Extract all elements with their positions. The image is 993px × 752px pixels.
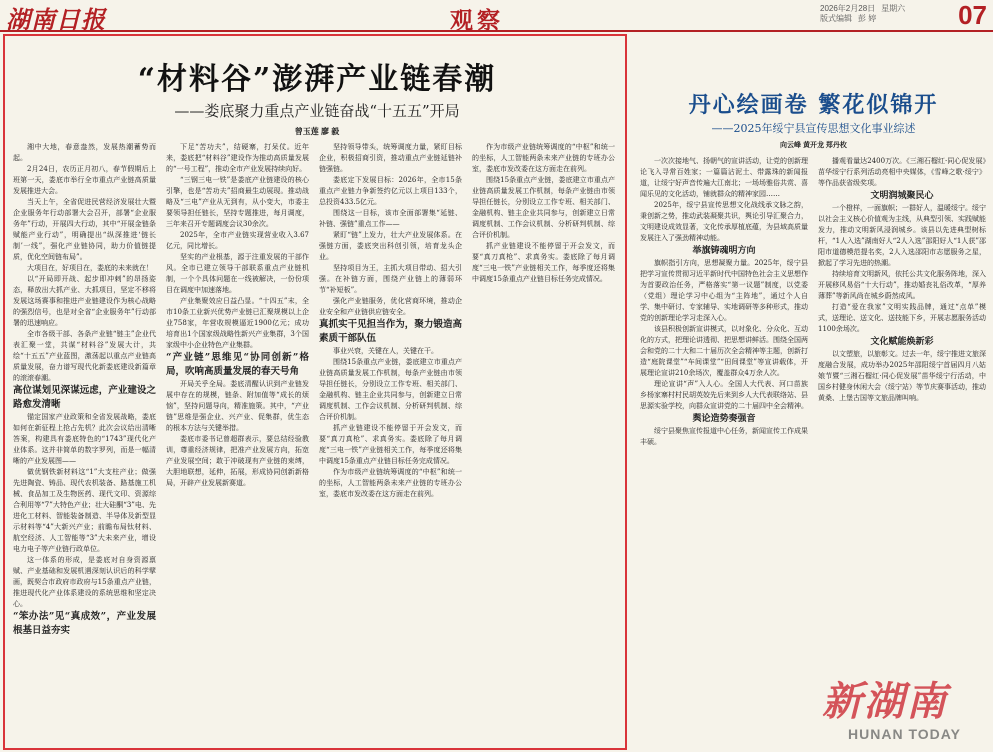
- section-subheading: 举旗铸魂明方向: [692, 246, 756, 256]
- feature-column-2: [818, 156, 986, 746]
- paragraph: 作为市级产业链统筹调度的“中枢”和统一的坐标，人工智能两条未来产业链的专班办公室，娄底市发改委在这方面走在前列。: [472, 143, 615, 173]
- feature-article: [636, 34, 991, 750]
- paragraph: 抓产业链建设不能停留于开会发文，而要“真刀真枪”、求真务实。娄底除了每月调度“三电一铁”产业链相关工作，每季度还将集中调度15条重点产业链目标任务完成情况。: [472, 242, 615, 283]
- paragraph: 产业集聚效应日益凸显。“十四五”末，全市10条工业新兴优势产业链已汇聚规模以上企业758家，年营收规模逼近1900亿元；成功培育出1个国家级战略性新兴产业集群，3个国家级中小企业特色产业集群。: [166, 297, 309, 349]
- paragraph: 2月24日，农历正月初八，春节假期后上班第一天，娄底市举行全市重点产业链高质量发展推进大会。: [13, 165, 156, 195]
- section-subheading: 真抓实干见担当作为，聚力锻造高素质干部队伍: [319, 319, 462, 344]
- feature-headline: 丹心绘画卷 繁花似锦开: [688, 92, 939, 118]
- paragraph: 锚定国家产业政策和全省发展战略，娄底如何在新征程上抢占先机？此次会议给出清晰答案，构建具有娄底特色的“1743”现代化产业体系。这并非简单的数字罗列，而是一幅清晰的产业发展图——: [13, 413, 156, 465]
- section-subheading: 文明润城聚民心: [870, 191, 934, 201]
- paragraph: 坚持领导带头，统筹调度力量，紧盯目标企业，积极招商引资，推动重点产业链延链补链强链。: [319, 143, 462, 173]
- watermark-text: 新湖南: [822, 678, 948, 725]
- section-subheading: “笨办法”见“真成效”，产业发展根基日益夯实: [13, 611, 156, 636]
- feature-column-1: [640, 156, 808, 746]
- paragraph: 娄底定下发展目标：2026年，全市15条重点产业链力争新签约亿元以上项目133个，总投资433.5亿元。: [319, 176, 462, 206]
- paragraph: 以文塑旅，以旅彰文。过去一年，绥宁推进文旅深度融合发展，成功举办2025年邵阳绥宁首届四月八姑娘节暨“三湘石榴红·同心促发展”苗华绥宁行活动，中国乡村健身休闲大会（绥宁站）等节庆赛事活动，推动黄桑、上堡古国等文旅品牌叫响。: [818, 350, 986, 402]
- paragraph: 强化产业链服务，优化营商环境，推动企业安全和产业链供应链安全。: [319, 297, 462, 316]
- paragraph: 2025年，全市产业链实现营业收入3.67亿元，同比增长。: [166, 231, 309, 250]
- lead-column-3: [319, 142, 462, 742]
- watermark-subtext: HUNAN TODAY: [848, 726, 961, 742]
- paragraph: 理论宣讲“声”入人心。全国人大代表、河口苗族乡杨家寨村村民胡英姣先后来到乡人大代表联络站、县思源实验学校，向群众宣讲党的二十届四中全会精神。: [640, 380, 808, 410]
- masthead: [0, 0, 993, 32]
- paragraph: 娄底市委书记曾超群表示，要总结经验教训，尊重经济规律，把准产业发展方向，拓宽产业发展空间；敢于冲破现有产业链的束缚，大胆地联想，延伸，拓展，形成协同创新新格局，开辟产业发展新赛道。: [166, 435, 309, 487]
- lead-byline: 曾玉莲 廖 毅: [294, 127, 340, 136]
- paragraph: 一个橙样，一面旗帜；一群好人，温暖绥宁。绥宁以社会主义核心价值观为主线，从典型引领、实践赋能发力，推动文明新风浸润城乡。该县以先进典型树标杆，“1人入选”湖南好人“2人入选”邵阳好人“1人获”邵阳市道德模范提名奖，2人入选邵阳市志愿服务之星，掀起了学习先进的热潮。: [818, 204, 986, 267]
- section-subheading: “产业链”思维见“协同创新”格局，吹响高质量发展的春天号角: [166, 352, 309, 377]
- paragraph: 大项目在，好项目在，娄底的未来就在！: [27, 264, 153, 272]
- lead-article: [3, 34, 627, 750]
- lead-column-4: [472, 142, 615, 742]
- issue-weekday: 星期六: [881, 4, 906, 13]
- paragraph: 事业兴衰，关键在人，关键在干。: [333, 347, 438, 355]
- feature-columns: [640, 156, 991, 746]
- page-number: 07: [958, 0, 987, 30]
- paragraph: 开局关乎全局。娄底清醒认识到产业链发展中存在的规模，链条、附加值等“成长的烦恼”，坚持问题导向，精准施策。其中，“产业链”思维是强企业、兴产业、促集群，优生态的根本方法与关键举措。: [166, 380, 309, 432]
- section-title: 观察: [450, 7, 504, 34]
- feature-byline: 向云峰 黄开龙 郑丹枚: [780, 142, 847, 149]
- paragraph: 以“开局即开战、起步即冲刺”的昂扬姿态，释放出大抓产业、大抓项目，坚定不移将发展这场赛事和推进产业链建设作为核心战略的强烈信号，也是对全省“企业服务年”行动部署的迅速响应。: [13, 275, 156, 327]
- paragraph: 持续培育文明新风，依托公共文化服务阵地，深入开展移风易俗“十大行动”，推动婚丧礼俗改革，“厚养薄葬”等新风尚在城乡蔚然成风。: [818, 270, 986, 300]
- lead-headline: “材料谷”澎湃产业链春潮: [137, 62, 497, 97]
- issue-date: 2026年2月28日: [820, 4, 876, 13]
- feature-subheadline: ——2025年绥宁县宣传思想文化事业综述: [711, 122, 916, 135]
- section-subheading: 舆论造势奏强音: [692, 414, 756, 424]
- lead-subheadline: ——娄底聚力重点产业链奋战“十五五”开局: [174, 102, 460, 120]
- paragraph: 全市各级干部、各条产业链“链主”企业代表汇聚一堂，共谋“材料谷”发展大计，共绘“十五五”产业蓝图，激荡起以重点产业链高质量发展，奋力谱写现代化新娄底建设新篇章的滚滚春潮。: [13, 330, 156, 382]
- paragraph: 播观看量达2400万次。《三湘石榴红·同心促发展》苗华绥宁行系列活动亮相中央媒体，《雪峰之歌·绥宁》等作品获省级奖项。: [818, 157, 986, 187]
- paragraph: 坚实的产业根基，源于注重发展的干部作风。全市已建立领导干部联系重点产业链机制，一个个具体问题在一线被解决，一份份项目在调度中加速落地。: [166, 253, 309, 294]
- paragraph: “三钢三电一铁”是娄底产业链建设的核心引擎，也是“苦功夫”招商最生动展现。推动战略及“三电”产业从无到有，从小变大，市委主要领导担任链长，坚持专题推进，每月调度，三年来召开专题调度会议30余次。: [166, 176, 309, 228]
- paragraph: 作为市级产业链统筹调度的“中枢”和统一的坐标，人工智能两条未来产业链的专班办公室，娄底市发改委在这方面走在前列。: [319, 468, 462, 498]
- paragraph: 做优钢铁新材料这“1”大支柱产业；做强先进陶瓷、铸品、现代农机装备、路基施工机械、食品加工及生物医药、现代文印、资源综合利用等“7”大特色产业；壮大硅酮“3”电、先进化工材料、智能装备制造、半导体及新型显示材料等“4”大新兴产业；前瞻布局钛材料、航空经济、人工智能等“3”大未来产业，增设电力电子等产业链行政单位。: [13, 468, 156, 553]
- paragraph: 打造“爱在我家”文明实践品牌，通过“点单”模式，送理论、送文化、送技能下乡，开展志愿服务活动1100余场次。: [818, 303, 986, 333]
- paragraph: 旗帜指引方向，思想凝聚力量。2025年，绥宁县把学习宣传贯彻习近平新时代中国特色社会主义思想作为首要政治任务，严格落实“第一议题”制度，以党委（党组）理论学习中心组为“主阵地”，通过个人自学、集中研讨、专家辅导、实地调研等多种形式，推动党的创新理论学习走深入心。: [640, 259, 808, 322]
- paragraph: 围绕这一目标，该市全面部署集“延链、补链、强链”重点工作——: [319, 209, 462, 228]
- lead-columns: [13, 142, 617, 742]
- paragraph: 2025年，绥宁县宣传思想文化战线承文脉之韵，秉创新之势，推动武装凝聚共识，舆论引导汇聚合力，文明建设成效显著，文化传承厚植底蕴，为县域高质量发展注入了强劲精神动能。: [640, 201, 808, 242]
- paragraph: 坚持项目为王，主抓大项目带动、招大引强。在补链方面，围绕产业链上的薄弱环节“补短板”。: [319, 264, 462, 294]
- editor-name: 彭 婷: [858, 14, 877, 23]
- section-subheading: 文化赋能焕新彩: [870, 337, 934, 347]
- issue-meta: [820, 4, 940, 24]
- editor-label: 版式编辑: [820, 14, 852, 23]
- watermark-logo: [822, 670, 992, 750]
- lead-column-1: [13, 142, 156, 742]
- paragraph: 抓产业链建设不能停留于开会发文，而要“真刀真枪”、求真务实。娄底除了每月调度“三电一铁”产业链相关工作，每季度还将集中调度15条重点产业链目标任务完成情况。: [319, 424, 462, 465]
- paragraph: 湘中大地，春意盎然，发展热潮蓄势而起。: [13, 143, 156, 162]
- paragraph: 一次次接地气、扬朝气的宣讲活动，让党的创新理论飞入寻常百姓家；一篇篇沾泥土、带露珠的新闻报道，让绥宁好声音传遍大江南北；一场场雅俗共赏、喜闻乐见的文化活动，铺就群众的精神家园……: [640, 157, 808, 198]
- lead-column-2: [166, 142, 309, 742]
- paragraph: 围绕15条重点产业链，娄底建立市重点产业链高质量发展工作机制，每条产业链由市领导担任链长，分别设立工作专班、相关部门、金融机构、链主企业共同参与，创新建立日常调度机制、工作会议机制、分析研判机制、综合评价机制。: [319, 358, 462, 421]
- paragraph: 这一体系的形成，是娄底对自身资源禀赋、产业基础和发展机遇深刻认识后的科学擘画，既契合市政府市政府与15条重点产业链，推进现代化产业体系建设的系统思维和坚定决心。: [13, 556, 156, 608]
- paragraph: 紧盯“链”上发力，壮大产业发展体系。在强链方面，娄底突出科创引领，培育龙头企业。: [319, 231, 462, 261]
- paragraph: 围绕15条重点产业链，娄底建立市重点产业链高质量发展工作机制，每条产业链由市领导担任链长，分别设立工作专班、相关部门、金融机构、链主企业共同参与，创新建立日常调度机制、工作会议机制、分析研判机制、综合评价机制。: [472, 176, 615, 239]
- paragraph: 当天上午，全省促进民营经济发展壮大暨企业服务年行动部署大会召开，部署“企业服务年”行动，开展四大行动，其中“开展金链条赋能产业行动”，明确提出“纵深推进‘链长制’一线”，强化产业链协同，助力价值链提质，优化空间链布局”。: [13, 198, 156, 261]
- section-subheading: 高位谋划见深谋远虑，产业建设之路愈发清晰: [13, 385, 156, 410]
- paragraph: 绥宁县聚焦宣传报道中心任务，新闻宣传工作成果丰硕。: [640, 427, 808, 446]
- paragraph: 下足“苦功夫”，结硬寨，打呆仗。近年来，娄底把“材料谷”建设作为推动高质量发展的“一号工程”，推动全市产业发展持续向好。: [166, 143, 309, 173]
- paragraph: 该县积极创新宣讲模式，以对象化、分众化、互动化的方式，把理论讲透彻、把思想讲鲜活。围绕全国两会和党的二十大和二十届历次全会精神等主题，创新打造“庭院课堂”“车间课堂”“田间课堂”等宣讲载体，开展理论宣讲210余场次，覆盖群众4万余人次。: [640, 325, 808, 377]
- newspaper-logo: 湖南日报: [6, 5, 106, 34]
